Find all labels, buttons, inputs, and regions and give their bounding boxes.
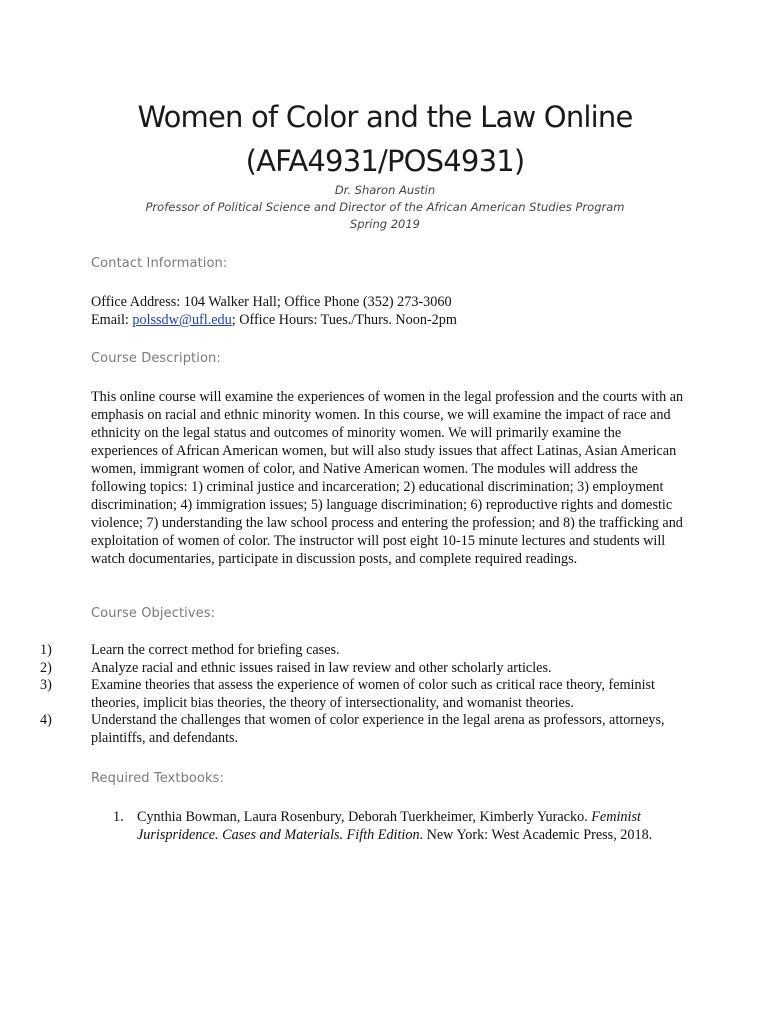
list-number: 1. [113, 809, 124, 825]
list-item [40, 660, 680, 678]
description-text: This online course will examine the experiences of women in the legal profession and the courts with an emphasis on racial and ethnic minority women. In this course, we will examine the impact of race and ethnicity on the legal status and outcomes of minority women. We will primarily examine the experiences of African American women, but will also study issues that affect Latinas, Asian American women, immigrant women of color, and Native American women. The modules will address the following topics: 1) criminal justice and incarceration; 2) educational discrimination; 3) employment discrimination; 4) immigration issues; 5) language discrimination; 6) reproductive rights and domestic violence; 7) understanding the law school process and entering the profession; and 8) the trafficking and exploitation of women of color. The instructor will post eight 10-15 minute lectures and students will watch documentaries, participate in discussion posts, and complete required readings. [91, 389, 684, 567]
list-number: 2) [40, 659, 52, 676]
list-text: Learn the correct method for briefing cases. [91, 642, 340, 658]
list-number: 3) [40, 677, 52, 694]
textbook-title: Feminist Jurispridence. Cases and Materials. Fifth Edition [137, 809, 641, 843]
list-text: Understand the challenges that women of color experience in the legal arena as professors, attorneys, plaintiffs, and defendants. [91, 712, 665, 746]
contact-info [91, 293, 691, 329]
list-text: Analyze racial and ethnic issues raised in law review and other scholarly articles. [91, 659, 552, 676]
description-heading: Course Description: [91, 351, 221, 366]
objectives-heading: Course Objectives: [91, 606, 216, 621]
list-number: 1) [40, 642, 52, 658]
office-address: Office Address: 104 Walker Hall; Office Phone (352) 273-3060 [91, 294, 452, 310]
page-title-line-1: Women of Color and the Law Online [137, 100, 633, 134]
office-hours: ; Office Hours: Tues./Thurs. Noon-2pm [231, 312, 457, 328]
instructor-name: Dr. Sharon Austin [334, 183, 436, 197]
email-label: Email: [91, 312, 133, 328]
textbooks-list [113, 808, 673, 844]
list-item [40, 712, 680, 747]
list-number: 4) [40, 712, 52, 729]
instructor-position: Professor of Political Science and Director of the African American Studies Program [145, 200, 625, 214]
objectives-list [40, 642, 680, 748]
list-item [113, 808, 673, 844]
textbooks-heading: Required Textbooks: [91, 771, 225, 786]
course-term: Spring 2019 [349, 217, 421, 231]
list-text: Examine theories that assess the experience of women of color such as critical race theory, feminist theories, implicit bias theories, the theory of intersectionality, and womanist theories. [91, 677, 656, 711]
list-item [40, 677, 680, 712]
list-item [40, 642, 680, 660]
page-title-line-2: (AFA4931/POS4931) [245, 144, 525, 178]
textbook-publisher: . New York: West Academic Press, 2018. [419, 827, 653, 843]
email-link[interactable]: polssdw@ufl.edu [132, 312, 232, 328]
textbook-authors: Cynthia Bowman, Laura Rosenbury, Deborah Tuerkheimer, Kimberly Yuracko. [137, 809, 592, 825]
contact-heading: Contact Information: [91, 256, 228, 271]
